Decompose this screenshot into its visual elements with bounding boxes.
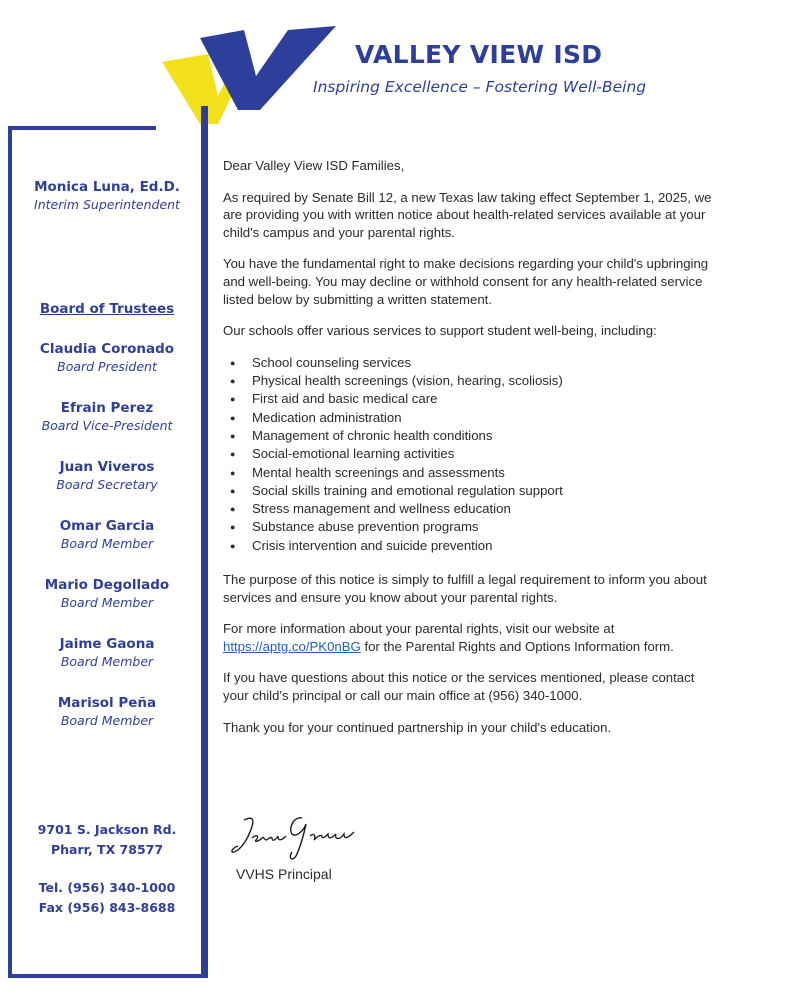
bullet-icon: ● <box>230 412 236 423</box>
sidebar-frame-top <box>8 126 156 130</box>
list-item <box>223 537 723 555</box>
member-title: Board Member <box>60 536 154 551</box>
address-line2: Pharr, TX 78577 <box>50 842 164 857</box>
paragraph-more-info <box>223 620 723 655</box>
bullet-icon: ● <box>230 394 236 405</box>
district-name: VALLEY VIEW ISD <box>355 40 603 69</box>
list-item <box>223 500 723 518</box>
bullet-icon: ● <box>230 430 236 441</box>
fax-number: Fax (956) 843-8688 <box>38 900 176 915</box>
member-title: Board Vice-President <box>41 418 173 433</box>
service-label: Medication administration <box>252 409 402 425</box>
member-name: Efrain Perez <box>60 400 154 416</box>
signature-title: VVHS Principal <box>236 866 332 882</box>
board-member <box>14 458 200 494</box>
district-contact <box>14 878 200 918</box>
letter-body <box>223 157 723 750</box>
service-label: Stress management and wellness education <box>252 501 511 517</box>
list-item <box>223 518 723 536</box>
superintendent-title: Interim Superintendent <box>34 197 180 212</box>
bullet-icon: ● <box>230 540 236 551</box>
board-member <box>14 576 200 612</box>
bullet-icon: ● <box>230 522 236 533</box>
tagline: Inspiring Excellence – Fostering Well-Being <box>313 78 647 96</box>
board-member <box>14 635 200 671</box>
principal-signature <box>230 808 370 868</box>
service-label: Social-emotional learning activities <box>252 446 455 462</box>
service-label: School counseling services <box>252 354 412 370</box>
list-item <box>223 445 723 463</box>
district-address <box>14 820 200 860</box>
member-name: Jaime Gaona <box>59 636 155 652</box>
greeting: Dear Valley View ISD Families, <box>223 158 405 173</box>
member-name: Mario Degollado <box>44 577 170 593</box>
more-info-text: For more information about your parental rights, visit our website at <box>223 621 615 637</box>
more-info-text-after: for the Parental Rights and Options Information form. <box>360 638 674 654</box>
service-label: First aid and basic medical care <box>252 391 438 407</box>
member-title: Board Secretary <box>56 477 158 492</box>
board-member <box>14 340 200 376</box>
list-item <box>223 390 723 408</box>
valley-view-logo <box>160 24 340 129</box>
member-name: Juan Viveros <box>59 459 155 475</box>
member-name: Claudia Coronado <box>39 341 175 357</box>
member-title: Board President <box>57 359 157 374</box>
list-item <box>223 354 723 372</box>
member-name: Omar Garcia <box>59 518 155 534</box>
board-member <box>14 399 200 435</box>
parental-rights-link[interactable]: https://aptg.co/PK0nBG <box>223 638 361 654</box>
bullet-icon: ● <box>230 376 236 387</box>
service-label: Physical health screenings (vision, hearing, scoliosis) <box>252 373 563 389</box>
paragraph-services-intro: Our schools offer various services to support student well-being, including: <box>223 323 657 339</box>
services-list <box>223 354 723 555</box>
board-member <box>14 694 200 730</box>
sidebar-frame-left <box>8 126 12 978</box>
service-label: Mental health screenings and assessments <box>252 464 505 480</box>
member-title: Board Member <box>60 595 154 610</box>
bullet-icon: ● <box>230 449 236 460</box>
paragraph-sb12-notice: As required by Senate Bill 12, a new Texas law taking effect September 1, 2025, we are providing you with written notice about health-related services available at your child's campus and your parental rights. <box>223 189 712 240</box>
phone-number: Tel. (956) 340-1000 <box>38 880 176 895</box>
paragraph-purpose: The purpose of this notice is simply to fulfill a legal requirement to inform you about services and ensure you know about your parental rights. <box>223 572 707 605</box>
member-title: Board Member <box>60 713 154 728</box>
bullet-icon: ● <box>230 485 236 496</box>
service-label: Management of chronic health conditions <box>252 427 493 443</box>
paragraph-parental-rights: You have the fundamental right to make decisions regarding your child's upbringing and well-being. You may decline or withhold consent for any health-related service listed below by submitting a written statement. <box>223 256 709 307</box>
member-title: Board Member <box>60 654 154 669</box>
bullet-icon: ● <box>230 504 236 515</box>
sidebar-frame-right <box>201 106 208 978</box>
list-item <box>223 482 723 500</box>
address-line1: 9701 S. Jackson Rd. <box>37 822 177 837</box>
paragraph-questions: If you have questions about this notice or the services mentioned, please contact your child's principal or call our main office at (956) 340-1000. <box>223 670 695 703</box>
list-item <box>223 464 723 482</box>
sidebar-frame-bottom <box>8 974 208 978</box>
service-label: Social skills training and emotional regulation support <box>252 482 563 498</box>
list-item <box>223 372 723 390</box>
bullet-icon: ● <box>230 467 236 478</box>
bullet-icon: ● <box>230 357 236 368</box>
board-member <box>14 517 200 553</box>
list-item <box>223 409 723 427</box>
member-name: Marisol Peña <box>57 695 157 711</box>
paragraph-thanks: Thank you for your continued partnership in your child's education. <box>223 719 612 735</box>
service-label: Crisis intervention and suicide prevention <box>252 537 493 553</box>
list-item <box>223 427 723 445</box>
sidebar <box>14 178 200 753</box>
board-heading: Board of Trustees <box>39 301 175 317</box>
service-label: Substance abuse prevention programs <box>252 519 479 535</box>
superintendent-name: Monica Luna, Ed.D. <box>34 179 180 195</box>
